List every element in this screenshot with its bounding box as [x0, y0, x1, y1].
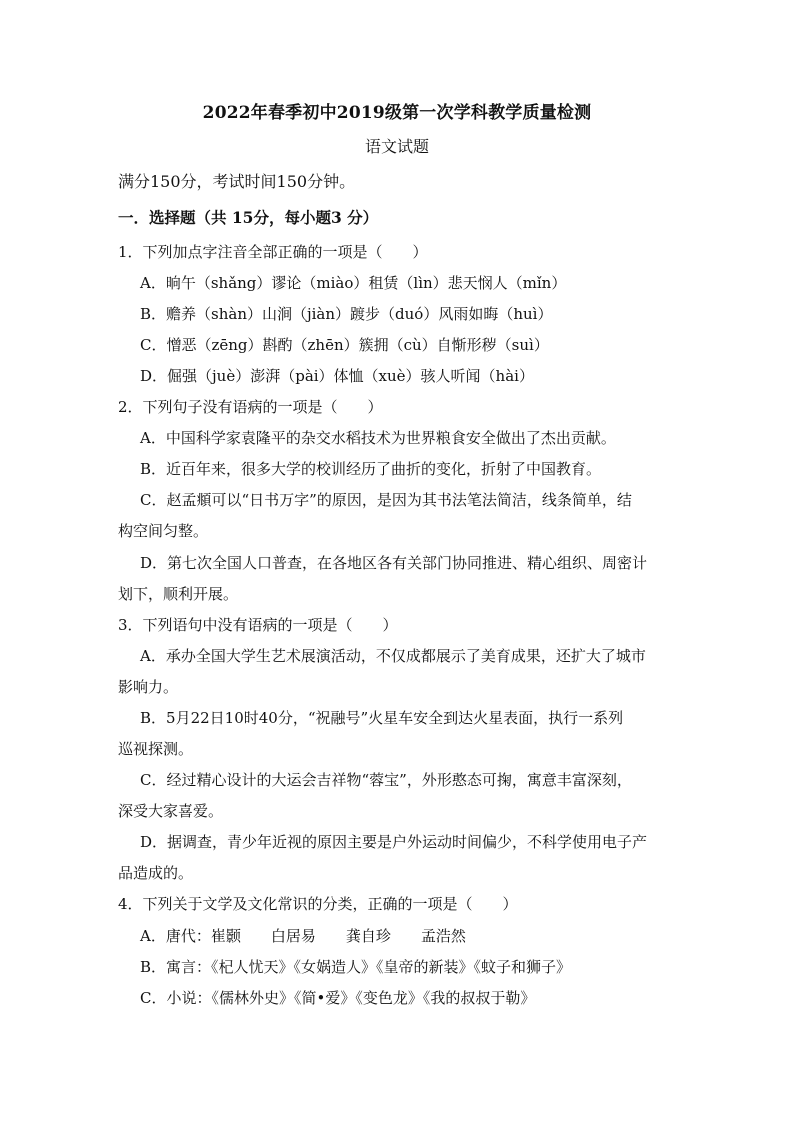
- exam-title: 2022年春季初中2019级第一次学科教学质量检测: [202, 103, 592, 123]
- question-option: A．唐代：崔颢 白居易 龚自珍 孟浩然: [140, 927, 466, 945]
- exam-subtitle: 语文试题: [364, 137, 429, 156]
- question-option-continued: 巡视探测。: [118, 740, 194, 758]
- question-stem: 1．下列加点字注音全部正确的一项是（ ）: [118, 243, 428, 261]
- question-option: B．近百年来，很多大学的校训经历了曲折的变化，折射了中国教育。: [140, 460, 602, 478]
- question-option-continued: 品造成的。: [118, 864, 194, 882]
- question-option: A．承办全国大学生艺术展演活动，不仅成都展示了美育成果，还扩大了城市: [140, 647, 646, 665]
- question-option: B．赡养（shàn）山涧（jiàn）踱步（duó）风雨如晦（huì）: [140, 305, 553, 323]
- question-stem: 3．下列语句中没有语病的一项是（ ）: [118, 616, 398, 634]
- question-option: B．寓言：《杞人忧天》《女娲造人》《皇帝的新装》《蚊子和狮子》: [140, 958, 572, 976]
- question-option: C．小说：《儒林外史》《简•爱》《变色龙》《我的叔叔于勒》: [140, 989, 536, 1007]
- question-stem: 4．下列关于文学及文化常识的分类，正确的一项是（ ）: [118, 895, 518, 913]
- question-option: A．中国科学家袁隆平的杂交水稻技术为世界粮食安全做出了杰出贡献。: [140, 429, 616, 447]
- question-option: C．赵孟頫可以“日书万字”的原因，是因为其书法笔法简洁，线条简单，结: [140, 491, 632, 509]
- question-option: D．第七次全国人口普查，在各地区各有关部门协同推进、精心组织、周密计: [140, 554, 648, 572]
- exam-intro: 满分150分，考试时间150分钟。: [118, 172, 356, 191]
- question-option: D．据调查，青少年近视的原因主要是户外运动时间偏少，不科学使用电子产: [140, 833, 648, 851]
- question-option-continued: 深受大家喜爱。: [118, 802, 224, 820]
- question-stem: 2．下列句子没有语病的一项是（ ）: [118, 398, 383, 416]
- question-option-continued: 划下，顺利开展。: [118, 585, 239, 603]
- question-option-continued: 构空间匀整。: [118, 522, 209, 540]
- question-option: C．经过精心设计的大运会吉祥物“蓉宝”，外形憨态可掬，寓意丰富深刻，: [140, 771, 632, 789]
- question-option: C．憎恶（zēng）斟酌（zhēn）簇拥（cù）自惭形秽（suì）: [140, 336, 549, 354]
- section-heading: 一．选择题（共 15分，每小题3 分）: [118, 208, 379, 227]
- question-option-continued: 影响力。: [118, 678, 179, 696]
- question-option: B．5月22日10时40分，“祝融号”火星车安全到达火星表面，执行一系列: [140, 709, 624, 727]
- question-option: D．倔强（juè）澎湃（pài）体恤（xuè）骇人听闻（hài）: [140, 367, 534, 385]
- question-option: A．晌午（shǎng）谬论（miào）租赁（lìn）悲天悯人（mǐn）: [140, 274, 567, 292]
